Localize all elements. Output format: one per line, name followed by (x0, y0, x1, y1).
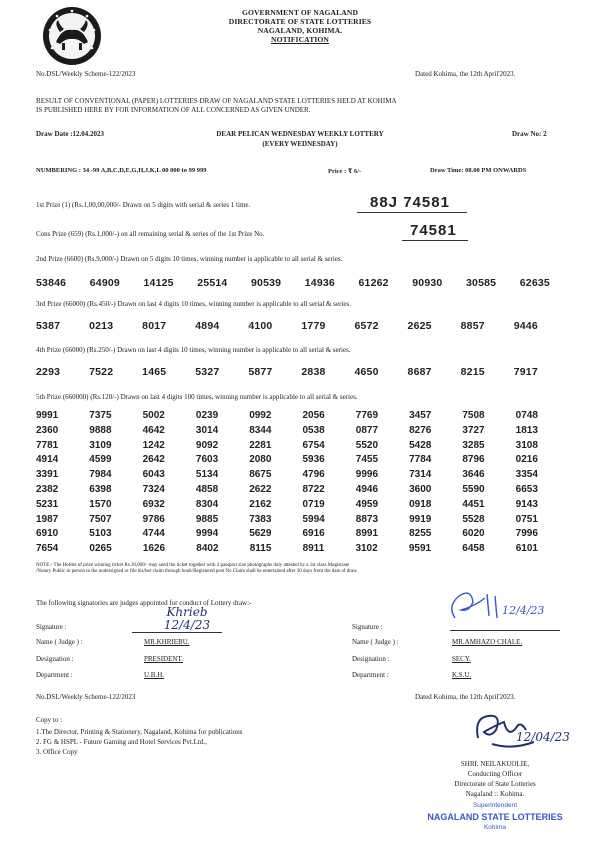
fifth-prize-number: 4946 (355, 483, 379, 495)
fifth-prize-number: 1242 (142, 439, 165, 451)
copy-item-2: 2. FG & HSPL - Future Gaming and Hotel Services Pvt.Ltd., (36, 738, 207, 746)
note-line-1: NOTE:- The Holder of prize winning ticket Rs.10,000/- may send the ticket together with 3 passport size photographs duly attested by a 1st class Magistrate (36, 563, 350, 568)
fifth-prize-number: 3102 (355, 543, 378, 555)
fifth-prize-number: 1813 (515, 424, 538, 436)
fifth-prize-number: 7769 (355, 410, 379, 421)
judge2-handwritten-date: 12/4/23 (502, 604, 545, 617)
lottery-name: DEAR PELICAN WEDNESDAY WEEKLY LOTTERY (216, 130, 384, 138)
fifth-prize-row (36, 528, 538, 543)
draw-date: Draw Date :12.04.2023 (36, 130, 105, 138)
reference-number: No.DSL/Weekly Scheme-122/2023 (36, 70, 136, 78)
judge1-department-label: Department : (36, 671, 73, 679)
fifth-prize-number: 6916 (302, 528, 325, 540)
stamp-place: Kohima (483, 824, 507, 831)
fifth-prize-number: 6754 (302, 439, 325, 451)
fifth-prize-number: 9092 (195, 439, 219, 451)
fifth-prize-number: 3109 (89, 439, 112, 451)
draw-number: Draw No: 2 (512, 130, 547, 138)
fifth-prize-row (36, 410, 538, 425)
fifth-prize-number: 0748 (515, 410, 538, 421)
first-prize-underline (357, 212, 467, 213)
fifth-prize-number: 8344 (249, 424, 272, 436)
second-prize-text: 2nd Prize (6600) (Rs.9,000/-) Drawn on 5 digits 10 times, winning number is applicable to all serial & series. (36, 255, 343, 263)
fifth-prize-number: 0918 (409, 498, 432, 510)
header-line-2: DIRECTORATE OF STATE LOTTERIES (228, 17, 372, 26)
fourth-prize-number: 8687 (407, 366, 432, 378)
draw-time: Draw Time: 08.00 PM ONWARDS (430, 167, 527, 174)
second-prize-number: 90930 (412, 277, 443, 289)
second-prize-number: 61262 (358, 277, 389, 289)
fifth-prize-number: 0877 (355, 424, 379, 436)
fifth-prize-row (36, 514, 538, 529)
second-prize-number: 62635 (519, 277, 550, 289)
copy-item-3: 3. Office Copy (36, 748, 78, 756)
second-prize-number: 25514 (197, 277, 228, 289)
fifth-prize-number: 3391 (36, 469, 59, 481)
fifth-prize-row (36, 484, 538, 499)
fifth-prize-number: 4642 (142, 424, 165, 436)
fifth-prize-number: 2056 (302, 410, 325, 421)
fifth-prize-number: 4744 (142, 528, 165, 540)
fifth-prize-number: 9994 (195, 528, 219, 540)
fifth-prize-number: 8304 (195, 498, 219, 510)
cons-prize-number: 74581 (410, 222, 457, 239)
fifth-prize-number: 5103 (89, 528, 112, 540)
fifth-prize-number: 8675 (249, 469, 272, 481)
judge1-signature-label: Signature : (36, 623, 67, 631)
fifth-prize-number: 7507 (89, 513, 112, 525)
second-prize-number: 64909 (89, 277, 120, 289)
officer-department: Directorate of State Lotteries (454, 780, 536, 788)
fifth-prize-number: 7781 (36, 439, 59, 451)
fifth-prize-row (36, 499, 538, 514)
fifth-prize-number: 2162 (249, 498, 272, 510)
second-prize-number: 90539 (251, 277, 282, 289)
judge1-designation-label: Designation : (36, 655, 74, 663)
judge1-designation: PRESIDENT. (144, 655, 183, 663)
fifth-prize-number: 5994 (302, 513, 325, 525)
fifth-prize-row (36, 469, 538, 484)
judges-intro: The following signatories are judges appointed for conduct of Lottery draw:- (36, 599, 252, 607)
judge1-handwritten-signature: Khrieb 12/4/23 (163, 605, 211, 632)
second-prize-number: 14936 (304, 277, 335, 289)
fifth-prize-number: 7603 (195, 454, 219, 466)
fifth-prize-number: 4959 (355, 498, 379, 510)
lottery-subtitle: (EVERY WEDNESDAY) (262, 140, 338, 148)
fifth-prize-number: 0239 (195, 410, 219, 421)
judge2-department-label: Department : (352, 671, 389, 679)
fifth-prize-number: 3285 (462, 439, 485, 451)
fifth-prize-number: 3014 (195, 424, 219, 436)
fourth-prize-number: 7917 (513, 366, 538, 378)
fifth-prize-number: 9919 (409, 513, 432, 525)
fifth-prize-number: 8402 (196, 543, 219, 555)
fifth-prize-row (36, 440, 538, 455)
fifth-prize-number: 5134 (195, 469, 219, 481)
fifth-prize-number: 1570 (89, 498, 112, 510)
fifth-prize-number: 4858 (195, 483, 219, 495)
fifth-prize-number: 6101 (515, 543, 538, 555)
officer-role: Conducting Officer (467, 770, 523, 778)
fifth-prize-number: 7984 (89, 469, 112, 481)
fifth-prize-number: 9591 (408, 543, 432, 555)
ticket-price: Price : ₹ 6/- (328, 168, 362, 175)
first-prize-number: 88J 74581 (370, 194, 450, 211)
fifth-prize-number: 9885 (195, 513, 219, 525)
fourth-prize-number: 2293 (36, 366, 61, 378)
fifth-prize-number: 7314 (409, 469, 432, 481)
second-prize-number: 30585 (466, 277, 497, 289)
fifth-prize-number: 7996 (515, 528, 538, 540)
third-prize-numbers (36, 320, 538, 332)
fifth-prize-grid (36, 410, 538, 558)
fifth-prize-number: 6458 (462, 543, 485, 555)
judge2-name-label: Name ( Judge ) : (352, 638, 399, 646)
third-prize-text: 3rd Prize (66000) (Rs.450/-) Drawn on last 4 digits 10 times, winning number is applicable to all serial & series. (36, 300, 351, 308)
fifth-prize-number: 8991 (355, 528, 379, 540)
fifth-prize-number: 0216 (515, 454, 538, 466)
fifth-prize-number: 7784 (409, 454, 432, 466)
fourth-prize-number: 2838 (301, 366, 326, 378)
third-prize-number: 4894 (195, 320, 220, 332)
officer-place: Nagaland :: Kohima. (465, 790, 525, 798)
fifth-prize-number: 7654 (36, 543, 59, 555)
fifth-prize-number: 6932 (142, 498, 165, 510)
fifth-prize-number: 1987 (36, 513, 59, 525)
fifth-prize-number: 2281 (249, 439, 272, 451)
fifth-prize-number: 8276 (409, 424, 432, 436)
dated-text: Dated Kohima, the 12th April'2023. (415, 70, 516, 78)
fifth-prize-number: 7375 (89, 410, 112, 421)
third-prize-number: 4100 (248, 320, 273, 332)
fifth-prize-number: 0992 (249, 410, 272, 421)
fifth-prize-number: 3354 (515, 469, 538, 481)
fifth-prize-number: 9996 (355, 469, 379, 481)
fifth-prize-number: 2622 (249, 483, 272, 495)
fifth-prize-number: 8796 (462, 454, 485, 466)
fifth-prize-number: 0265 (89, 543, 112, 555)
fifth-prize-number: 6020 (462, 528, 485, 540)
header-notification: NOTIFICATION (270, 35, 330, 44)
cons-prize-underline (402, 240, 468, 241)
fifth-prize-number: 4914 (36, 454, 59, 466)
fifth-prize-number: 9888 (89, 424, 112, 436)
intro-line-2: IS PUBLISHED HERE BY FOR INFORMATION OF ALL CONCERNED AS GIVEN UNDER. (36, 106, 311, 114)
fifth-prize-row (36, 454, 538, 469)
fifth-prize-number: 3600 (409, 483, 432, 495)
footer-dated: Dated Kohima, the 12th April'2023. (415, 693, 516, 701)
fifth-prize-number: 8255 (409, 528, 432, 540)
fourth-prize-number: 7522 (89, 366, 114, 378)
judge1-signature-line (132, 632, 222, 633)
fifth-prize-number: 6043 (142, 469, 165, 481)
judge2-department: K.S.U. (452, 671, 472, 679)
second-prize-number: 14125 (143, 277, 174, 289)
fifth-prize-number: 4451 (462, 498, 485, 510)
third-prize-number: 8017 (142, 320, 167, 332)
judge2-signature-label: Signature : (352, 623, 383, 631)
fourth-prize-numbers (36, 366, 538, 378)
third-prize-number: 1779 (301, 320, 326, 332)
third-prize-number: 0213 (89, 320, 114, 332)
fifth-prize-number: 5629 (249, 528, 272, 540)
fifth-prize-number: 7324 (142, 483, 165, 495)
fifth-prize-number: 5231 (36, 498, 59, 510)
fifth-prize-number: 4796 (302, 469, 325, 481)
judge2-designation: SECY. (452, 655, 471, 663)
fifth-prize-number: 9143 (515, 498, 538, 510)
fifth-prize-number: 4599 (89, 454, 112, 466)
cons-prize-text: Cons Prize (659) (Rs.1,000/-) on all remaining serial & series of the 1st Prize No. (36, 230, 265, 238)
fifth-prize-number: 0751 (515, 513, 538, 525)
header-line-3: NAGALAND, KOHIMA. (257, 26, 343, 35)
note-line-2: /Notary Public in person to the undersigned or file his/her claim through book/Registered post No Claim shall be entertained after 30 days from the date of draw. (36, 569, 358, 574)
fifth-prize-text: 5th Prize (660000) (Rs.120/-) Drawn on last 4 digits 100 times, winning number is applicable to all serial & series. (36, 393, 358, 401)
stamp-organisation: NAGALAND STATE LOTTERIES (427, 812, 563, 822)
intro-line-1: RESULT OF CONVENTIONAL (PAPER) LOTTERIES DRAW OF NAGALAND STATE LOTTERIES HELD AT KOHIMA (36, 97, 397, 105)
second-prize-numbers (36, 277, 550, 289)
fifth-prize-number: 8722 (302, 483, 325, 495)
fourth-prize-text: 4th Prize (66000) (Rs.250/-) Drawn on last 4 digits 10 times, winning number is applicable to all serial & series. (36, 346, 351, 354)
footer-reference-number: No.DSL/Weekly Scheme-122/2023 (36, 693, 136, 701)
fifth-prize-number: 5428 (409, 439, 432, 451)
fifth-prize-number: 7508 (462, 410, 485, 421)
fifth-prize-number: 7383 (249, 513, 272, 525)
fifth-prize-number: 2382 (36, 483, 59, 495)
first-prize-text: 1st Prize (1) (Rs.1,00,00,000/- Drawn on 5 digits with serial & series 1 time. (36, 201, 251, 209)
header-line-1: GOVERNMENT OF NAGALAND (241, 8, 359, 17)
fifth-prize-row (36, 543, 538, 558)
fifth-prize-number: 3727 (462, 424, 485, 436)
officer-name: SHRI. NEILAKUOLIE, (460, 760, 530, 768)
fifth-prize-number: 9786 (142, 513, 165, 525)
fifth-prize-number: 1626 (142, 543, 166, 555)
numbering-text: NUMBERING : 34 -99 A,B,C,D,E,G,H,J,K,L 00 000 to 99 999 (36, 167, 207, 174)
fifth-prize-number: 5002 (142, 410, 165, 421)
second-prize-number: 53846 (36, 277, 67, 289)
fifth-prize-number: 0538 (302, 424, 325, 436)
judge1-name: MR.KHRIEBU. (144, 638, 190, 646)
fifth-prize-number: 9991 (36, 410, 59, 421)
judge2-signature-line (450, 630, 560, 631)
fifth-prize-row (36, 425, 538, 440)
officer-handwritten-date: 12/04/23 (516, 730, 570, 744)
fourth-prize-number: 5327 (195, 366, 220, 378)
copy-item-1: 1.The Director, Printing & Stationery, Nagaland, Kohima for publications (36, 728, 243, 736)
fifth-prize-number: 6653 (515, 483, 538, 495)
third-prize-number: 5387 (36, 320, 61, 332)
judge2-designation-label: Designation : (352, 655, 390, 663)
fifth-prize-number: 8911 (302, 543, 325, 555)
fourth-prize-number: 5877 (248, 366, 273, 378)
stamp-superintendent: Superintendent (472, 802, 518, 809)
third-prize-number: 9446 (513, 320, 538, 332)
fifth-prize-number: 3108 (515, 439, 538, 451)
fourth-prize-number: 1465 (142, 366, 167, 378)
fifth-prize-number: 3457 (409, 410, 432, 421)
fifth-prize-number: 6398 (89, 483, 112, 495)
fifth-prize-number: 0719 (302, 498, 325, 510)
third-prize-number: 8857 (460, 320, 485, 332)
copy-to-label: Copy to : (36, 716, 63, 724)
third-prize-number: 6572 (354, 320, 379, 332)
fourth-prize-number: 8215 (460, 366, 485, 378)
fifth-prize-number: 7455 (355, 454, 379, 466)
fifth-prize-number: 5528 (462, 513, 485, 525)
judge1-department: U.B.H. (144, 671, 165, 679)
fifth-prize-number: 3646 (462, 469, 485, 481)
fifth-prize-number: 5590 (462, 483, 485, 495)
third-prize-number: 2625 (407, 320, 432, 332)
fifth-prize-number: 5520 (355, 439, 379, 451)
fifth-prize-number: 2642 (142, 454, 165, 466)
fifth-prize-number: 8873 (355, 513, 379, 525)
fifth-prize-number: 5936 (302, 454, 325, 466)
judge2-name: MR.AMHAZO CHALE. (452, 638, 523, 646)
judge1-name-label: Name ( Judge ) : (36, 638, 83, 646)
fifth-prize-number: 6910 (36, 528, 59, 540)
fourth-prize-number: 4650 (354, 366, 379, 378)
fifth-prize-number: 2080 (249, 454, 272, 466)
fifth-prize-number: 2360 (36, 424, 59, 436)
fifth-prize-number: 8115 (249, 543, 272, 555)
